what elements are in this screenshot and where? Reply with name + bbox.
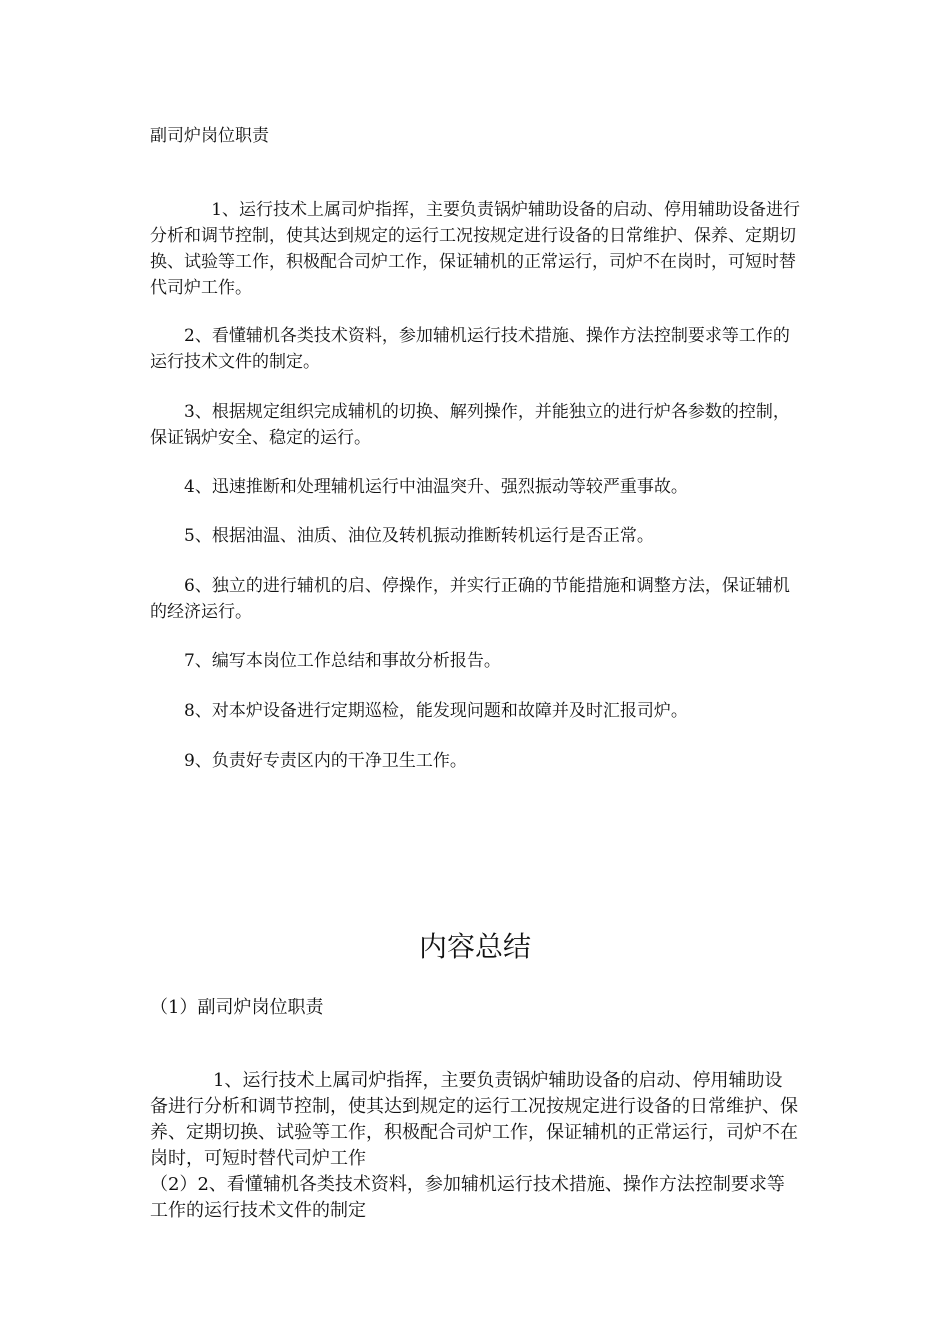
- summary-paragraph-2: （2）2、看懂辅机各类技术资料，参加辅机运行技术措施、操作方法控制要求等工作的运行技术文件的制定: [150, 1174, 785, 1221]
- summary-heading: 内容总结: [418, 930, 531, 963]
- duty-item-8: 8、对本炉设备进行定期巡检，能发现问题和故障并及时汇报司炉。: [184, 701, 688, 721]
- summary-subtitle: （1）副司炉岗位职责: [150, 997, 324, 1018]
- duty-item-3: 3、根据规定组织完成辅机的切换、解列操作，并能独立的进行炉各参数的控制，保证锅炉安全、稳定的运行。: [150, 402, 790, 448]
- duty-item-4: 4、迅速推断和处理辅机运行中油温突升、强烈振动等较严重事故。: [184, 477, 688, 497]
- duty-item-9: 9、负责好专责区内的干净卫生工作。: [184, 751, 467, 771]
- document-title: 副司炉岗位职责: [150, 126, 269, 146]
- duty-item-2: 2、看懂辅机各类技术资料，参加辅机运行技术措施、操作方法控制要求等工作的运行技术文件的制定。: [150, 326, 790, 372]
- summary-body: [150, 1068, 800, 1224]
- summary-paragraph-1: 1、运行技术上属司炉指挥，主要负责锅炉辅助设备的启动、停用辅助设备进行分析和调节控制，使其达到规定的运行工况按规定进行设备的日常维护、保养、定期切换、试验等工作，积极配合司炉工作，保证辅机的正常运行，司炉不在岗时，可短时替代司炉工作: [150, 1070, 798, 1169]
- duty-item-6: 6、独立的进行辅机的启、停操作，并实行正确的节能措施和调整方法，保证辅机的经济运行。: [150, 576, 790, 622]
- duty-item-1: 1、运行技术上属司炉指挥，主要负责锅炉辅助设备的启动、停用辅助设备进行分析和调节控制，使其达到规定的运行工况按规定进行设备的日常维护、保养、定期切换、试验等工作，积极配合司炉工作，保证辅机的正常运行，司炉不在岗时，可短时替代司炉工作。: [150, 200, 801, 298]
- duty-item-5: 5、根据油温、油质、油位及转机振动推断转机运行是否正常。: [184, 526, 654, 546]
- duty-item-7: 7、编写本岗位工作总结和事故分析报告。: [184, 651, 501, 671]
